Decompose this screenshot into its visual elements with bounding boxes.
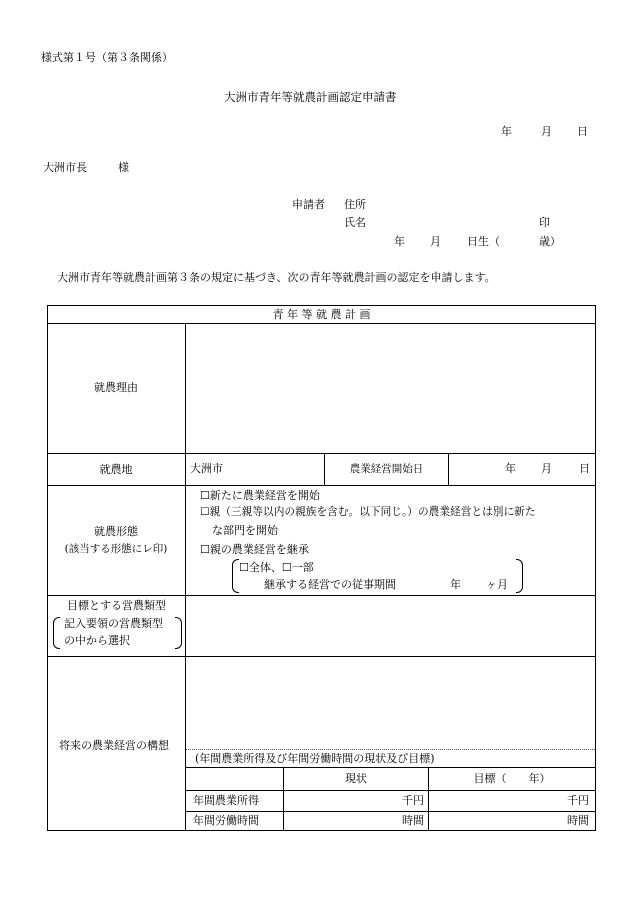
addressee: 大洲市長: [43, 161, 87, 174]
reason-label: 就農理由: [94, 381, 138, 394]
birth-month-label: 月: [430, 235, 441, 248]
reason-field[interactable]: [188, 326, 593, 451]
location-label: 就農地: [99, 463, 133, 476]
inherit-scope[interactable]: ☐全体、☐一部: [239, 561, 314, 574]
farm-type-field[interactable]: [188, 598, 593, 654]
income-target-unit: 千円: [567, 794, 589, 807]
date-month-label: 月: [541, 125, 552, 138]
applicant-label: 申請者: [292, 198, 325, 211]
inherit-bracket-right: [516, 559, 523, 593]
seal-mark: 印: [539, 216, 550, 229]
start-date-label: 農業経営開始日: [349, 463, 424, 475]
option-separate-division-cont: な部門を開始: [212, 524, 278, 537]
date-year-label: 年: [501, 125, 512, 138]
inherit-years-label: 年: [450, 578, 461, 591]
application-statement: 大洲市青年等就農計画第３条の規定に基づき、次の青年等就農計画の認定を申請します。: [57, 271, 496, 284]
addressee-honorific: 様: [118, 161, 129, 174]
form-number: 様式第１号（第３条関係）: [41, 51, 173, 64]
farm-type-bracket-right: [175, 617, 182, 649]
form-sublabel: (該当する形態にレ印): [64, 543, 168, 555]
farm-type-note-1: 記入要領の営農類型: [64, 617, 163, 630]
date-day-label: 日: [577, 125, 588, 138]
hours-target-unit: 時間: [567, 814, 589, 827]
checkbox-icon[interactable]: ☐: [281, 561, 292, 574]
age-label: 歳）: [539, 235, 561, 248]
form-label: 就農形態: [94, 525, 138, 538]
col-current: 現状: [345, 772, 367, 785]
start-day-label: 日: [579, 462, 590, 475]
checkbox-icon[interactable]: ☐: [239, 561, 249, 574]
checkbox-icon[interactable]: ☐: [200, 505, 210, 518]
income-caption: (年間農業所得及び年間労働時間の現状及び目標): [195, 752, 435, 765]
inherit-months-label: ヶ月: [486, 578, 508, 591]
checkbox-icon[interactable]: ☐: [200, 543, 210, 556]
birth-year-label: 年: [394, 235, 405, 248]
start-month-label: 月: [541, 462, 552, 475]
farm-type-bracket-left: [53, 617, 60, 649]
hours-current-unit: 時間: [402, 814, 424, 827]
checkbox-icon[interactable]: ☐: [200, 489, 210, 502]
option-separate-division[interactable]: ☐親（三親等以内の親族を含む。以下同じ。）の農業経営とは別に新た: [200, 505, 536, 518]
inherit-period-label: 継承する経営での従事期間: [264, 578, 396, 591]
farm-type-label: 目標とする営農類型: [67, 599, 166, 612]
start-year-label: 年: [505, 462, 516, 475]
table-heading: 青 年 等 就 農 計 画: [272, 308, 371, 321]
vision-field[interactable]: [188, 659, 593, 747]
address-label: 住所: [344, 198, 366, 211]
vision-label: 将来の農業経営の構想: [59, 739, 169, 752]
inherit-bracket-left: [232, 559, 239, 593]
farm-type-note-2: の中から選択: [64, 634, 130, 647]
name-label: 氏名: [344, 216, 366, 229]
location-value: 大洲市: [190, 462, 223, 475]
document-title: 大洲市青年等就農計画認定申請書: [224, 90, 397, 104]
birth-day-label: 日生（: [467, 235, 500, 248]
row-income-label: 年間農業所得: [193, 794, 259, 807]
col-target: 目標（ 年）: [473, 772, 551, 785]
income-current-unit: 千円: [402, 794, 424, 807]
option-inherit[interactable]: ☐親の農業経営を継承: [200, 543, 309, 556]
row-hours-label: 年間労働時間: [193, 814, 259, 827]
option-new[interactable]: ☐新たに農業経営を開始: [200, 489, 320, 502]
